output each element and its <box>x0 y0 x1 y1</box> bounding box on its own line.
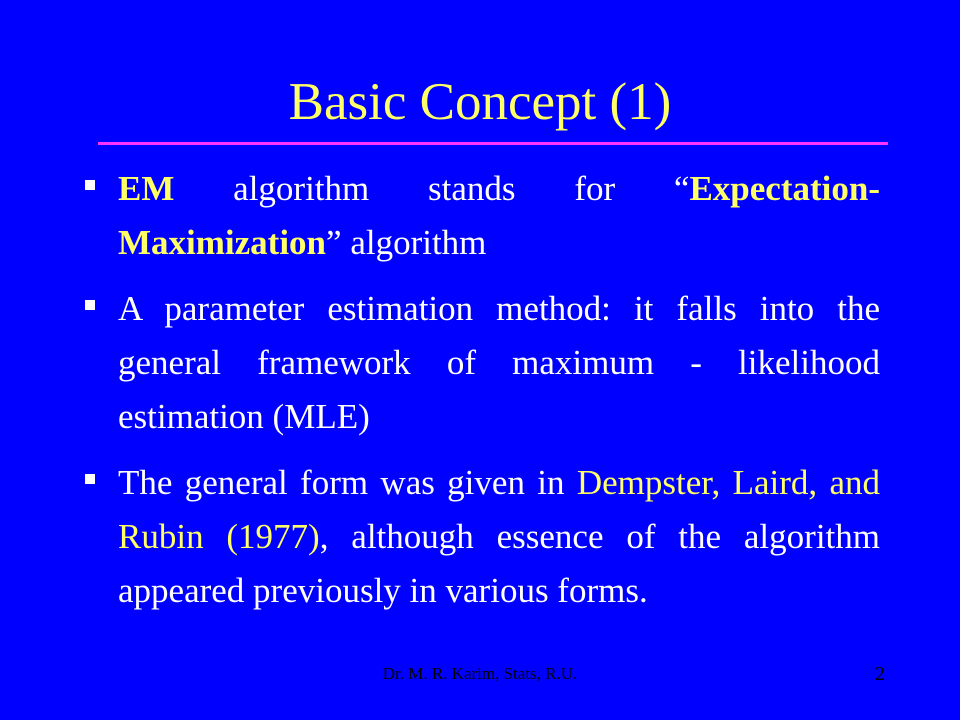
square-bullet-icon <box>85 474 95 484</box>
bullet-text: A parameter estimation method: it falls into the general framework of maximum - likelihood estimation (MLE) <box>118 289 880 436</box>
title-divider <box>98 142 888 145</box>
bullet-text: algorithm stands for “ <box>174 169 690 208</box>
page-number: 2 <box>875 663 885 685</box>
slide-footer: Dr. M. R. Karim, Stats, R.U. <box>382 664 578 683</box>
bullet-item-em-definition <box>80 162 880 270</box>
em-term: EM <box>118 169 175 208</box>
bullet-text: ” algorithm <box>326 223 487 262</box>
square-bullet-icon <box>85 300 95 310</box>
slide-title: Basic Concept (1) <box>288 73 672 131</box>
bullet-text: The general form was given in <box>118 463 577 502</box>
bullet-list <box>80 162 880 630</box>
em-expansion: Expectation-Maximization <box>118 169 880 262</box>
bullet-item-history <box>80 456 880 618</box>
square-bullet-icon <box>85 180 95 190</box>
citation: Dempster, Laird, and Rubin (1977) <box>118 463 880 556</box>
bullet-text: , although essence of the algorithm appeared previously in various forms. <box>118 517 880 610</box>
bullet-item-parameter-estimation <box>80 282 880 444</box>
